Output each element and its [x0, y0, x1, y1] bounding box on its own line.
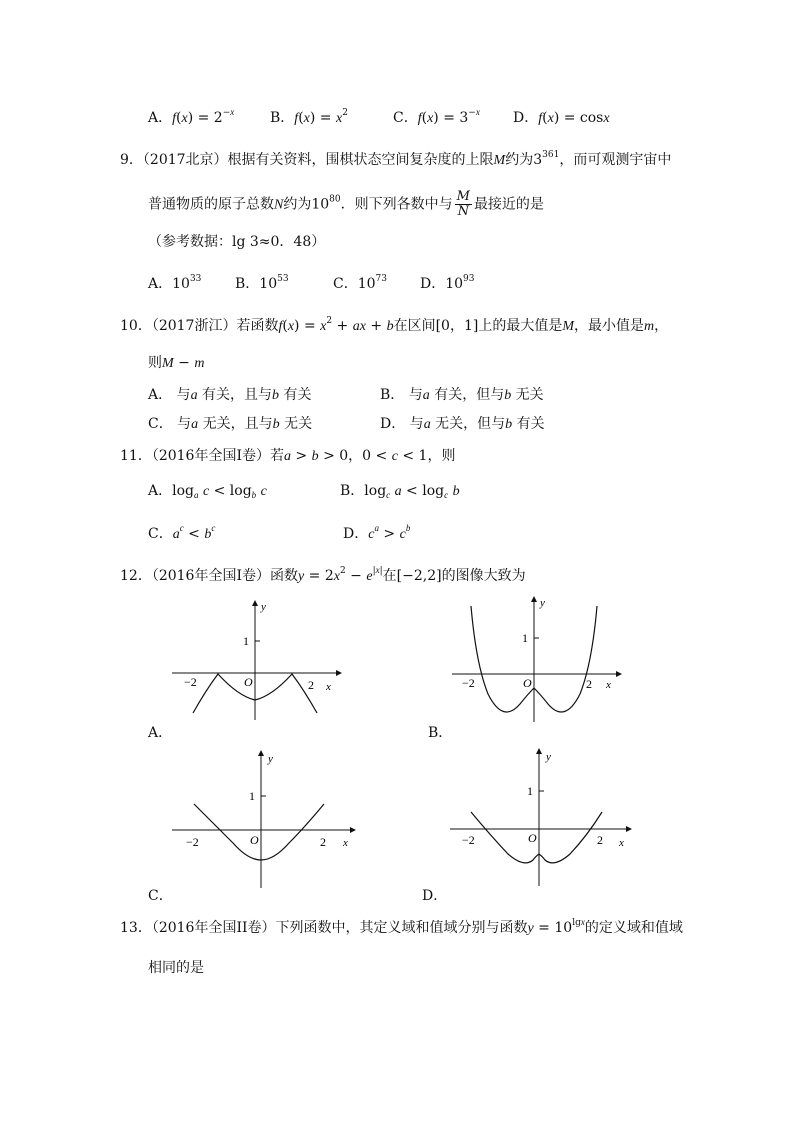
svg-text:y: y [546, 751, 551, 763]
q8-option-a: A．$f(x) = 2^{-x}$ [148, 107, 235, 126]
graph-c-label: C． [148, 888, 173, 904]
svg-text:1: 1 [249, 789, 255, 803]
q12-stem: 12．（2016年全国I卷）函数$y = 2x^2 - e^{|x|}$在[−2,2]的图像大致为 [120, 565, 526, 584]
svg-text:−2: −2 [186, 835, 199, 849]
svg-text:O: O [244, 675, 253, 689]
graph-b-label: B． [428, 725, 453, 741]
svg-text:2: 2 [586, 677, 592, 691]
q13-stem-line1: 13．（2016年全国II卷）下列函数中，其定义域和值域分别与函数$y = 10^{lgx}$的定义域和值域 [120, 917, 683, 936]
graph-d [446, 746, 636, 886]
svg-text:−2: −2 [462, 833, 475, 847]
q11-option-c: C．$a^c < b^c$ [148, 523, 216, 542]
q9-option-c: C．$10^{73}$ [333, 274, 387, 292]
svg-text:x: x [619, 837, 624, 849]
q9-option-d: D．$10^{93}$ [420, 274, 475, 292]
svg-text:O: O [523, 676, 532, 690]
svg-text:x: x [326, 681, 331, 693]
svg-text:y: y [268, 753, 273, 765]
q11-option-b: B．$\log_c a < \log_c b$ [340, 483, 460, 500]
q8-option-d: D．f(x) = cosx [513, 110, 610, 126]
q9-stem-line1: 9．（2017北京）根据有关资料，围棋状态空间复杂度的上限M约为$3^{361}$，而可观测宇宙中 [120, 150, 672, 168]
graph-a [168, 598, 343, 723]
q9-reference-data: （参考数据：lg 3≈0．48） [148, 234, 326, 250]
q9-stem-line2: 普通物质的原子总数N约为$10^{80}$．则下列各数中与 $\frac{M}{N}$ 最接近的是 [148, 189, 544, 219]
q10-option-b: B． 与a 有关，但与b 无关 [380, 387, 544, 403]
svg-text:−2: −2 [462, 676, 475, 690]
svg-text:2: 2 [597, 833, 603, 847]
svg-text:−2: −2 [184, 675, 197, 689]
q11-stem: 11．（2016年全国I卷）若a > b > 0，0 < c < 1，则 [120, 448, 456, 464]
q10-option-c: C． 与a 无关，且与b 无关 [148, 416, 313, 432]
svg-text:y: y [261, 601, 266, 613]
q9-option-b: B．$10^{53}$ [235, 274, 289, 292]
graph-b [448, 594, 623, 724]
q10-stem-line1: 10．（2017浙江）若函数$f(x) = x^2$ + ax + b在区间[0，1]上的最大值是M，最小值是m， [120, 316, 669, 334]
q10-option-a: A． 与a 有关，且与b 有关 [148, 387, 312, 403]
graph-d-label: D． [422, 888, 448, 904]
q10-stem-line2: 则M − m [148, 355, 205, 371]
svg-text:O: O [250, 833, 259, 847]
q11-option-d: D．$c^a > c^b$ [343, 523, 411, 542]
q8-option-b: B．$f(x) = x^2$ [270, 108, 348, 126]
svg-text:y: y [540, 597, 545, 609]
graph-a-label: A． [148, 725, 173, 741]
q10-option-d: D． 与a 无关，但与b 有关 [380, 416, 545, 432]
svg-text:1: 1 [527, 784, 533, 798]
svg-text:O: O [528, 831, 537, 845]
svg-text:1: 1 [522, 631, 528, 645]
svg-text:2: 2 [320, 835, 326, 849]
svg-text:x: x [343, 837, 348, 849]
svg-text:2: 2 [308, 678, 314, 692]
graph-c [168, 748, 358, 888]
q13-stem-line2: 相同的是 [148, 960, 204, 976]
graph-a-one-label: 1 [243, 634, 249, 648]
svg-text:x: x [606, 679, 611, 691]
q8-option-c: C．$f(x) = 3^{-x}$ [393, 107, 480, 126]
q11-option-a: A．$\log_a c < \log_b c$ [148, 483, 267, 500]
q9-option-a: A．$10^{33}$ [148, 274, 202, 292]
